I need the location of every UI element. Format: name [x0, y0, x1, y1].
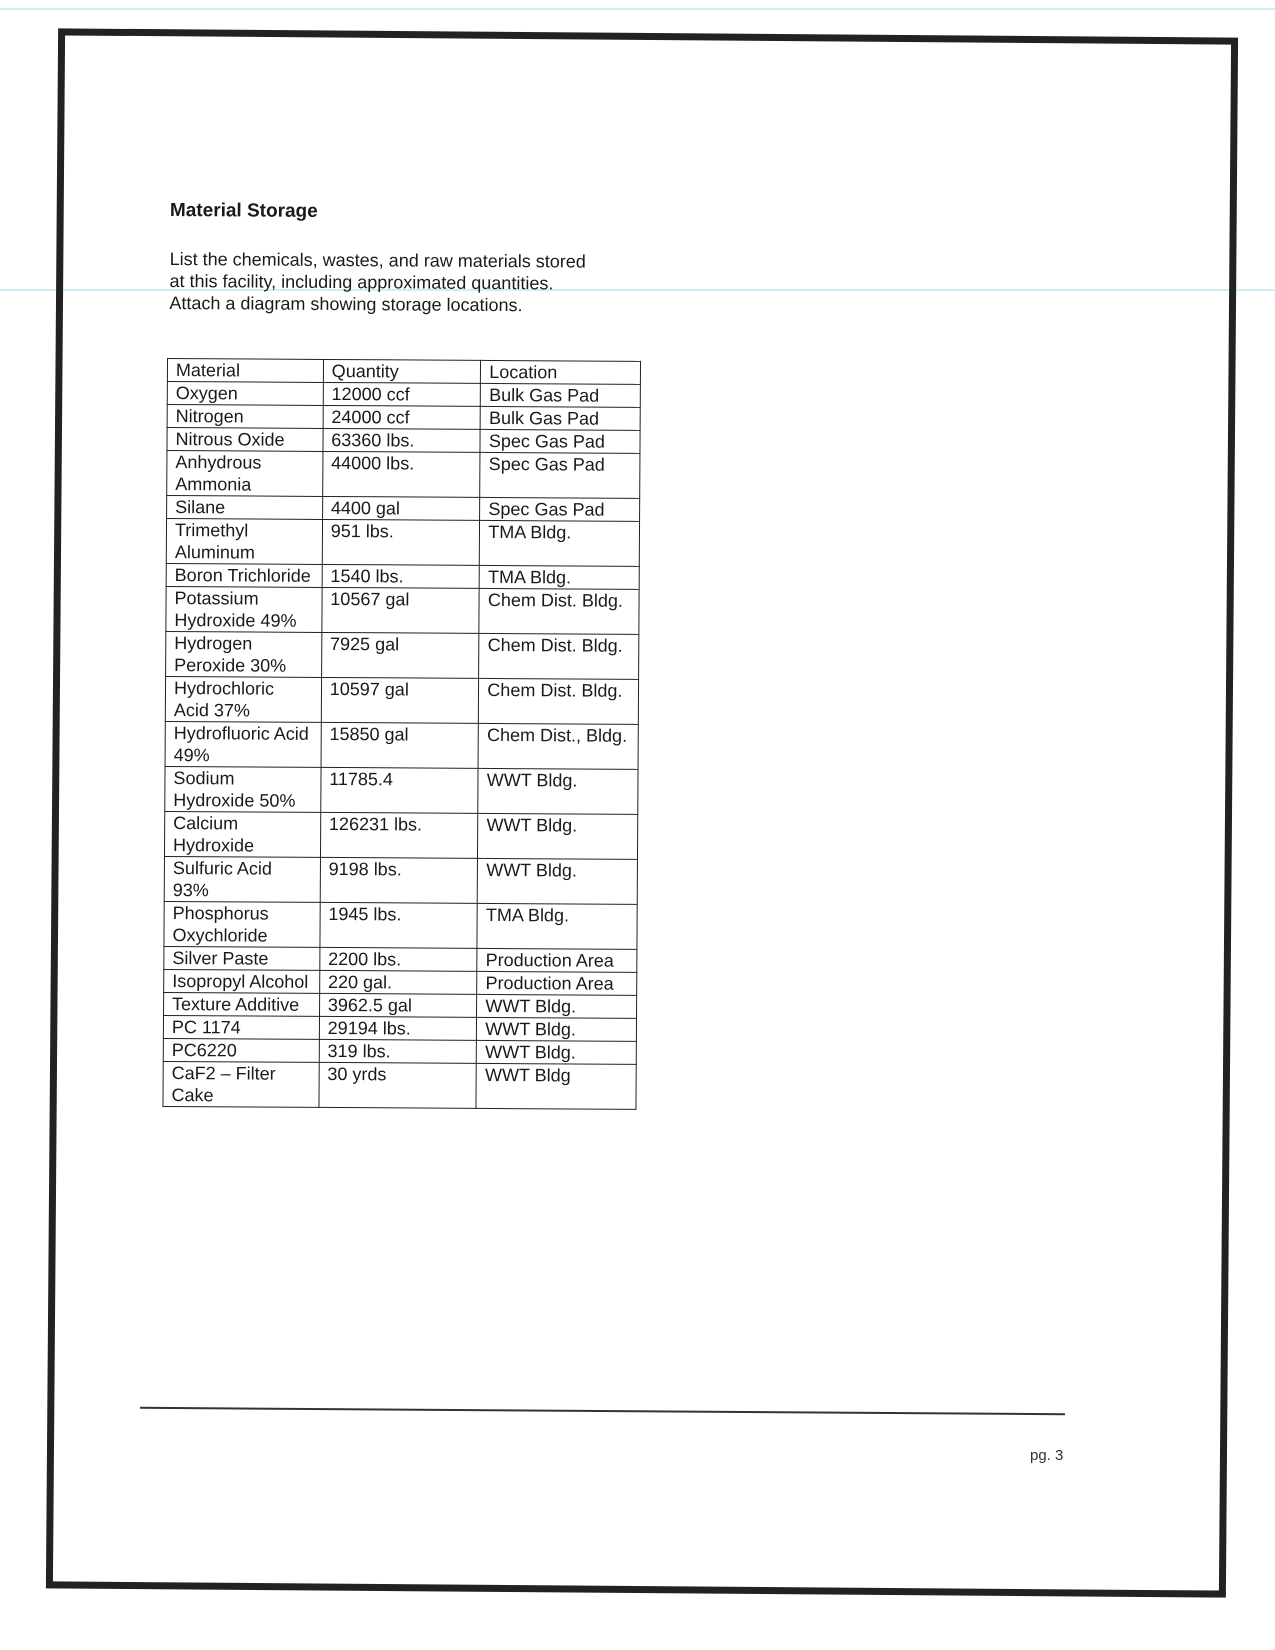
cell-material: Texture Additive [164, 992, 320, 1016]
cell-material: PC6220 [163, 1038, 319, 1062]
cell-material: Nitrous Oxide [167, 427, 323, 451]
cell-quantity: 4400 gal [322, 496, 480, 520]
table-row [167, 427, 640, 453]
cell-quantity: 10597 gal [321, 677, 479, 723]
cell-location: WWT Bldg. [477, 1017, 637, 1041]
table-row [163, 1015, 636, 1041]
cell-material: Nitrogen [167, 404, 323, 428]
column-header-location: Location [481, 360, 641, 384]
table-row [165, 676, 638, 724]
table-row [164, 946, 637, 972]
cell-material: Isopropyl Alcohol [164, 969, 320, 993]
cell-quantity: 12000 ccf [323, 382, 481, 406]
table-row [167, 404, 640, 430]
cell-location: WWT Bldg. [478, 768, 638, 814]
section-title: Material Storage [169, 200, 318, 222]
cell-location: TMA Bldg. [479, 565, 639, 589]
cell-material: Phosphorus Oxychloride [164, 901, 320, 947]
cell-material: Silver Paste [164, 946, 320, 970]
instruction-line: Attach a diagram showing storage locations. [169, 292, 523, 316]
cell-material: Hydrochloric Acid 37% [165, 676, 321, 722]
material-storage-table [162, 358, 641, 1110]
cell-location: Chem Dist. Bldg. [479, 678, 639, 724]
cell-location: Production Area [477, 948, 637, 972]
cell-quantity: 44000 lbs. [322, 451, 480, 497]
instruction-line: List the chemicals, wastes, and raw materials stored [169, 248, 586, 272]
table-row [164, 969, 637, 995]
cell-quantity: 15850 gal [321, 722, 479, 768]
table-row [166, 563, 639, 589]
table-row [164, 901, 637, 949]
cell-location: WWT Bldg. [478, 858, 638, 904]
column-header-material: Material [167, 358, 323, 382]
cell-location: TMA Bldg. [480, 520, 640, 566]
cell-quantity: 24000 ccf [323, 405, 481, 429]
cell-location: Spec Gas Pad [480, 452, 640, 498]
cell-quantity: 11785.4 [321, 767, 479, 813]
table-row [167, 495, 640, 521]
table-row [166, 518, 639, 566]
cell-location: Chem Dist. Bldg. [479, 588, 639, 634]
table-row [163, 1038, 636, 1064]
cell-material: Oxygen [167, 381, 323, 405]
cell-material: Boron Trichloride [166, 563, 322, 587]
cell-location: WWT Bldg. [478, 813, 638, 859]
table-row [163, 1061, 636, 1109]
cell-quantity: 10567 gal [322, 587, 480, 633]
cell-material: Silane [167, 495, 323, 519]
cell-quantity: 951 lbs. [322, 519, 480, 565]
table-header-row [167, 358, 640, 384]
cell-material: Sulfuric Acid 93% [164, 856, 320, 902]
cell-material: Potassium Hydroxide 49% [166, 586, 322, 632]
cell-material: Sodium Hydroxide 50% [165, 766, 321, 812]
page-number: pg. 3 [1030, 1447, 1064, 1464]
table-row [164, 811, 637, 859]
cell-location: WWT Bldg [476, 1063, 636, 1109]
cell-location: Production Area [477, 971, 637, 995]
cell-quantity: 7925 gal [321, 632, 479, 678]
cell-material: Hydrofluoric Acid 49% [165, 721, 321, 767]
cell-location: Spec Gas Pad [480, 429, 640, 453]
cell-location: WWT Bldg. [477, 994, 637, 1018]
table-row [166, 631, 639, 679]
cell-location: Bulk Gas Pad [481, 383, 641, 407]
cell-quantity: 1945 lbs. [320, 902, 478, 948]
section-instructions [169, 248, 689, 317]
cell-location: Chem Dist., Bldg. [478, 723, 638, 769]
cell-location: Spec Gas Pad [480, 497, 640, 521]
instruction-line: at this facility, including approximated quantities. [169, 270, 554, 294]
table-row [164, 992, 637, 1018]
column-header-quantity: Quantity [323, 359, 481, 383]
cell-material: Calcium Hydroxide [164, 811, 320, 857]
cell-material: Anhydrous Ammonia [167, 450, 323, 496]
cell-quantity: 63360 lbs. [323, 428, 481, 452]
table-row [167, 450, 640, 498]
cell-quantity: 30 yrds [319, 1062, 477, 1108]
table-row [165, 721, 638, 769]
scan-artifact-line-top [0, 8, 1275, 10]
cell-material: Hydrogen Peroxide 30% [166, 631, 322, 677]
cell-quantity: 126231 lbs. [320, 812, 478, 858]
cell-material: PC 1174 [163, 1015, 319, 1039]
table-row [164, 856, 637, 904]
cell-quantity: 2200 lbs. [320, 947, 478, 971]
cell-quantity: 220 gal. [319, 970, 477, 994]
table-body [163, 381, 640, 1109]
cell-material: Trimethyl Aluminum [166, 518, 322, 564]
cell-location: TMA Bldg. [477, 903, 637, 949]
cell-quantity: 1540 lbs. [322, 564, 480, 588]
cell-location: WWT Bldg. [477, 1040, 637, 1064]
cell-location: Bulk Gas Pad [480, 406, 640, 430]
table-row [166, 586, 639, 634]
cell-quantity: 319 lbs. [319, 1039, 477, 1063]
table-row [165, 766, 638, 814]
cell-quantity: 29194 lbs. [319, 1016, 477, 1040]
cell-quantity: 9198 lbs. [320, 857, 478, 903]
cell-quantity: 3962.5 gal [319, 993, 477, 1017]
material-storage-section [164, 200, 690, 1110]
table-row [167, 381, 640, 407]
cell-material: CaF2 – Filter Cake [163, 1061, 319, 1107]
cell-location: Chem Dist. Bldg. [479, 633, 639, 679]
